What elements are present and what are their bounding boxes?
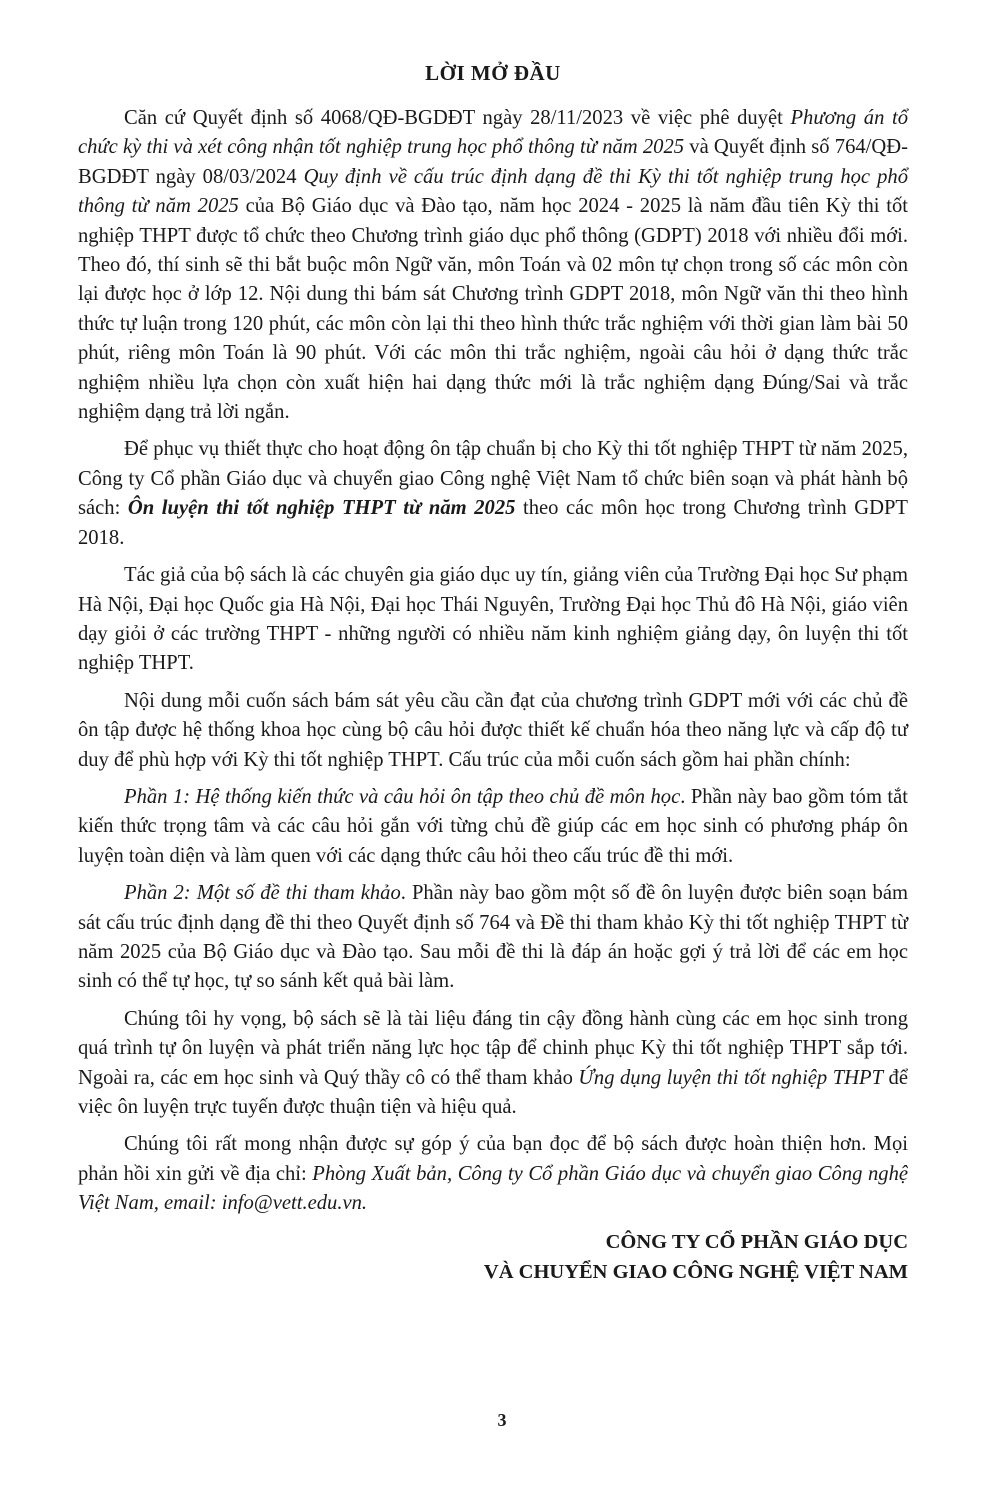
text-segment: . Phần này bao gồm tóm tắt kiến thức trọng tâm và các câu hỏi gắn với từng chủ đề giúp các em học sinh có phương pháp ôn luyện toàn diện và làm quen với các dạng thức câu hỏi theo cấu trúc đề thi mới. [78, 785, 908, 867]
paragraph-intro [78, 104, 908, 427]
text-segment: Chúng tôi rất mong nhận được sự góp ý của bạn đọc để bộ sách được hoàn thiện hơn. Mọi phản hồi xin gửi về địa chỉ: [78, 1133, 908, 1185]
paragraph-purpose [78, 435, 908, 553]
text-segment: . Phần này bao gồm một số đề ôn luyện được biên soạn bám sát cấu trúc định dạng đề thi theo Quyết định số 764 và Đề thi tham khảo Kỳ thi tốt nghiệp THPT từ năm 2025 của Bộ Giáo dục và Đào tạo. Sau mỗi đề thi là đáp án hoặc gợi ý trả lời để các em học sinh có thể tự học, tự so sánh kết quả bài làm. [78, 882, 908, 993]
italic-title: Quy định về cấu trúc định dạng đề thi Kỳ thi tốt nghiệp trung học phổ thông từ năm 2025 [78, 165, 908, 218]
text-segment: để việc ôn luyện trực tuyến được thuận tiện và hiệu quả. [78, 1066, 908, 1118]
paragraph-hope [78, 1005, 908, 1123]
text-segment: Chúng tôi hy vọng, bộ sách sẽ là tài liệu đáng tin cậy đồng hành cùng các em học sinh trong quá trình tự ôn luyện và phát triển năng lực học tập để chinh phục Kỳ thi tốt nghiệp THPT sắp tới. Ngoài ra, các em học sinh và Quý thầy cô có thể tham khảo [78, 1007, 908, 1089]
italic-title: Phương án tổ chức kỳ thi và xét công nhận tốt nghiệp trung học phổ thông từ năm 2025 [78, 107, 908, 159]
book-series-title: Ôn luyện thi tốt nghiệp THPT từ năm 2025 [127, 497, 516, 520]
signature-block [78, 1227, 908, 1287]
text-segment: Để phục vụ thiết thực cho hoạt động ôn tập chuẩn bị cho Kỳ thi tốt nghiệp THPT từ năm 2025, Công ty Cổ phần Giáo dục và chuyển giao Công nghệ Việt Nam tổ chức biên soạn và phát hành bộ sách: [78, 438, 908, 520]
signature-line-2: VÀ CHUYỂN GIAO CÔNG NGHỆ VIỆT NAM [483, 1260, 908, 1283]
paragraph-authors: Tác giả của bộ sách là các chuyên gia giáo dục uy tín, giảng viên của Trường Đại học Sư phạm Hà Nội, Đại học Quốc gia Hà Nội, Đại học Thái Nguyên, Trường Đại học Thủ đô Hà Nội, giáo viên dạy giỏi ở các trường THPT - những người có nhiều năm kinh nghiệm giảng dạy, ôn luyện thi tốt nghiệp THPT. [78, 564, 908, 675]
paragraph-part-1 [78, 783, 908, 871]
app-name: Ứng dụng luyện thi tốt nghiệp THPT [578, 1066, 884, 1089]
page-number: 3 [497, 1410, 507, 1430]
text-segment: và Quyết định số 764/QĐ-BGDĐT ngày 08/03/2024 [78, 136, 908, 188]
part-1-heading: Phần 1: Hệ thống kiến thức và câu hỏi ôn tập theo chủ đề môn học [124, 785, 681, 808]
paragraph-content: Nội dung mỗi cuốn sách bám sát yêu cầu cần đạt của chương trình GDPT mới với các chủ đề ôn tập được hệ thống khoa học cùng bộ câu hỏi được thiết kế chuẩn hóa theo năng lực và cấp độ tư duy để phù hợp với Kỳ thi tốt nghiệp THPT. Cấu trúc của mỗi cuốn sách gồm hai phần chính: [78, 689, 908, 771]
part-2-heading: Phần 2: Một số đề thi tham khảo [124, 882, 401, 905]
signature-line-1: CÔNG TY CỔ PHẦN GIÁO DỤC [605, 1230, 908, 1253]
page-title: LỜI MỞ ĐẦU [425, 61, 561, 85]
document-page [78, 58, 908, 1287]
text-segment: theo các môn học trong Chương trình GDPT 2018. [78, 497, 909, 549]
text-segment: Căn cứ Quyết định số 4068/QĐ-BGDĐT ngày 28/11/2023 về việc phê duyệt [124, 107, 791, 129]
paragraph-part-2 [78, 879, 908, 997]
paragraph-feedback [78, 1130, 908, 1218]
text-segment: của Bộ Giáo dục và Đào tạo, năm học 2024 - 2025 là năm đầu tiên Kỳ thi tốt nghiệp THPT được tổ chức theo Chương trình giáo dục phổ thông (GDPT) 2018 với nhiều đổi mới. Theo đó, thí sinh sẽ thi bắt buộc môn Ngữ văn, môn Toán và 02 môn tự chọn trong số các môn còn lại được học ở lớp 12. Nội dung thi bám sát Chương trình GDPT 2018, môn Ngữ văn thi theo hình thức tự luận trong 120 phút, các môn còn lại thi theo hình thức trắc nghiệm với thời gian làm bài 50 phút, riêng môn Toán là 90 phút. Với các môn thi trắc nghiệm, ngoài câu hỏi ở dạng thức trắc nghiệm nhiều lựa chọn còn xuất hiện hai dạng thức mới là trắc nghiệm dạng Đúng/Sai và trắc nghiệm dạng trả lời ngắn. [78, 195, 908, 424]
contact-address: Phòng Xuất bản, Công ty Cổ phần Giáo dục và chuyển giao Công nghệ Việt Nam, email: info@vett.edu.vn. [78, 1162, 909, 1215]
